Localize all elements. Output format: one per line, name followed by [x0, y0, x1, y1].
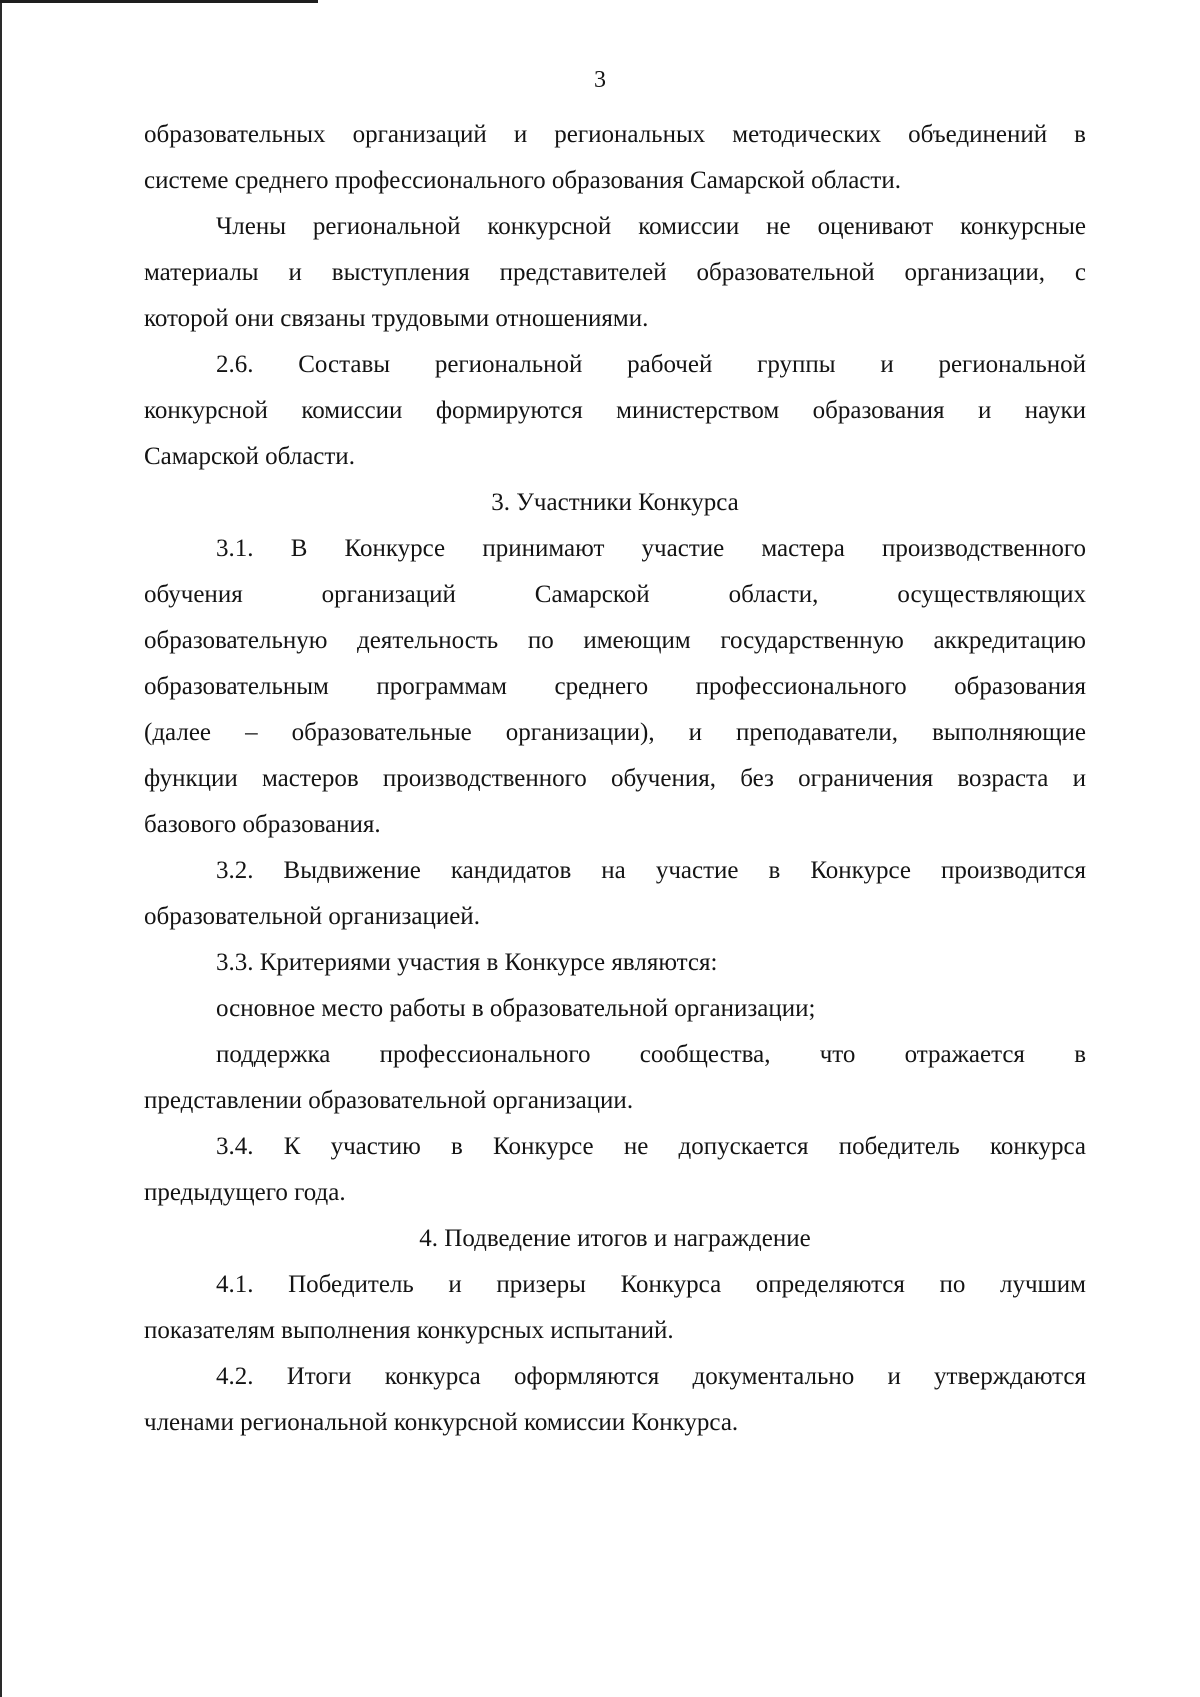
text-line: конкурсной комиссии формируются министерством образования и науки [144, 397, 1086, 424]
text-line: Самарской области. [144, 443, 355, 470]
text-line: 3.1. В Конкурсе принимают участие мастера производственного [216, 535, 1086, 562]
text-line: предыдущего года. [144, 1179, 346, 1206]
text-line: образовательную деятельность по имеющим государственную аккредитацию [144, 627, 1086, 654]
scan-top-line [0, 0, 318, 3]
text-line: представлении образовательной организации. [144, 1087, 634, 1114]
text-line: образовательным программам среднего профессионального образования [144, 673, 1086, 700]
scan-left-edge [0, 0, 2, 1697]
text-line: 3.4. К участию в Конкурсе не допускается победитель конкурса [216, 1133, 1086, 1160]
text-line: показателям выполнения конкурсных испытаний. [144, 1317, 674, 1344]
text-line: 2.6. Составы региональной рабочей группы и региональной [216, 351, 1086, 378]
text-line: членами региональной конкурсной комиссии Конкурса. [144, 1409, 739, 1436]
text-line: 3.3. Критериями участия в Конкурсе являются: [216, 949, 718, 976]
text-line: обучения организаций Самарской области, осуществляющих [144, 581, 1086, 608]
text-line: 4.1. Победитель и призеры Конкурса определяются по лучшим [216, 1271, 1086, 1298]
text-line: Члены региональной конкурсной комиссии не оценивают конкурсные [216, 213, 1086, 240]
page-number: 3 [594, 67, 606, 93]
text-line: (далее – образовательные организации), и преподаватели, выполняющие [144, 719, 1086, 746]
body-text [144, 112, 1086, 1446]
text-line: 4.2. Итоги конкурса оформляются документально и утверждаются [216, 1363, 1086, 1390]
text-line: образовательной организацией. [144, 903, 480, 930]
text-line: основное место работы в образовательной организации; [216, 995, 816, 1022]
text-line: системе среднего профессионального образования Самарской области. [144, 167, 901, 194]
text-line: базового образования. [144, 811, 381, 838]
section-heading: 4. Подведение итогов и награждение [419, 1225, 811, 1252]
text-line: образовательных организаций и региональных методических объединений в [144, 121, 1086, 148]
text-line: поддержка профессионального сообщества, что отражается в [216, 1041, 1086, 1068]
text-line: которой они связаны трудовыми отношениями. [144, 305, 649, 332]
section-heading: 3. Участники Конкурса [491, 489, 739, 516]
text-line: материалы и выступления представителей образовательной организации, с [144, 259, 1086, 286]
text-line: функции мастеров производственного обучения, без ограничения возраста и [144, 765, 1086, 792]
text-line: 3.2. Выдвижение кандидатов на участие в Конкурсе производится [216, 857, 1086, 884]
